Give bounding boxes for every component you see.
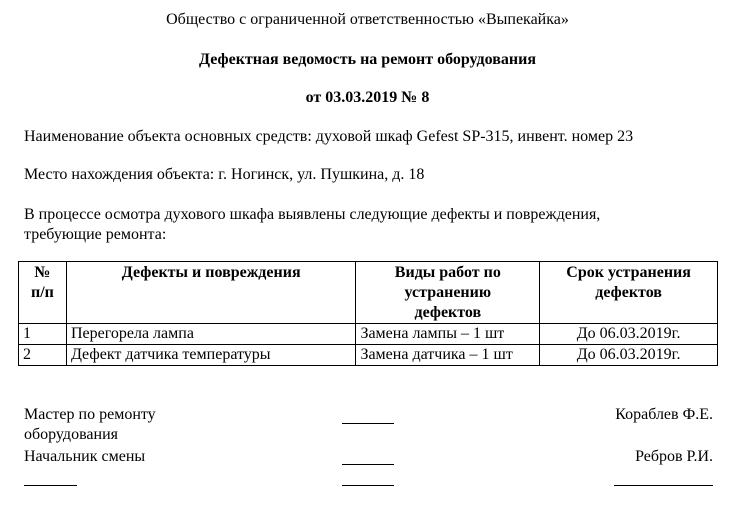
table-header-row (19, 262, 718, 324)
document-title: Дефектная ведомость на ремонт оборудования (199, 51, 536, 68)
header-works-line2: устранению (404, 284, 492, 301)
row-defect: Дефект датчика температуры (66, 345, 356, 366)
header-defects-text: Дефекты и повреждения (121, 264, 301, 281)
document-date-number: от 03.03.2019 № 8 (305, 89, 430, 106)
row-deadline: До 06.03.2019г. (540, 345, 718, 366)
inspection-text-line2: требующие ремонта: (24, 226, 167, 243)
row-deadline: До 06.03.2019г. (540, 324, 718, 345)
inspection-text-line1: В процессе осмотра духового шкафа выявлены следующие дефекты и повреждения, (24, 206, 601, 223)
table-row (19, 345, 718, 366)
defects-table (18, 261, 718, 366)
header-num-line1: № (34, 264, 51, 281)
row-work: Замена лампы – 1 шт (356, 324, 540, 345)
master-name: Кораблев Ф.Е. (615, 406, 713, 423)
header-works (356, 262, 540, 324)
master-title-line1: Мастер по ремонту (24, 406, 156, 423)
chief-name: Ребров Р.И. (635, 448, 713, 465)
row-work: Замена датчика – 1 шт (356, 345, 540, 366)
row-num: 2 (19, 345, 67, 366)
header-deadline-line1: Срок устранения (566, 264, 691, 281)
master-title-line2: оборудования (24, 426, 118, 443)
header-num-line2: п/п (31, 284, 54, 301)
date-line-left (24, 485, 77, 486)
organization-name: Общество с ограниченной ответственностью «Выпекайка» (166, 11, 569, 28)
header-works-line3: дефектов (414, 304, 482, 321)
object-name-line: Наименование объекта основных средств: духовой шкаф Gefest SP-315, инвент. номер 23 (24, 128, 634, 145)
row-defect: Перегорела лампа (66, 324, 356, 345)
header-works-line1: Виды работ по (394, 264, 501, 281)
header-num (19, 262, 67, 324)
table-row (19, 324, 718, 345)
chief-title: Начальник смены (24, 448, 146, 465)
object-location-line: Место нахождения объекта: г. Ногинск, ул. Пушкина, д. 18 (24, 166, 425, 183)
date-line-middle (342, 485, 394, 486)
chief-signature-line (342, 464, 394, 465)
header-defects (66, 262, 356, 324)
header-deadline (540, 262, 718, 324)
row-num: 1 (19, 324, 67, 345)
date-line-right (614, 485, 713, 486)
master-signature-line (342, 423, 394, 424)
header-deadline-line2: дефектов (595, 284, 662, 301)
